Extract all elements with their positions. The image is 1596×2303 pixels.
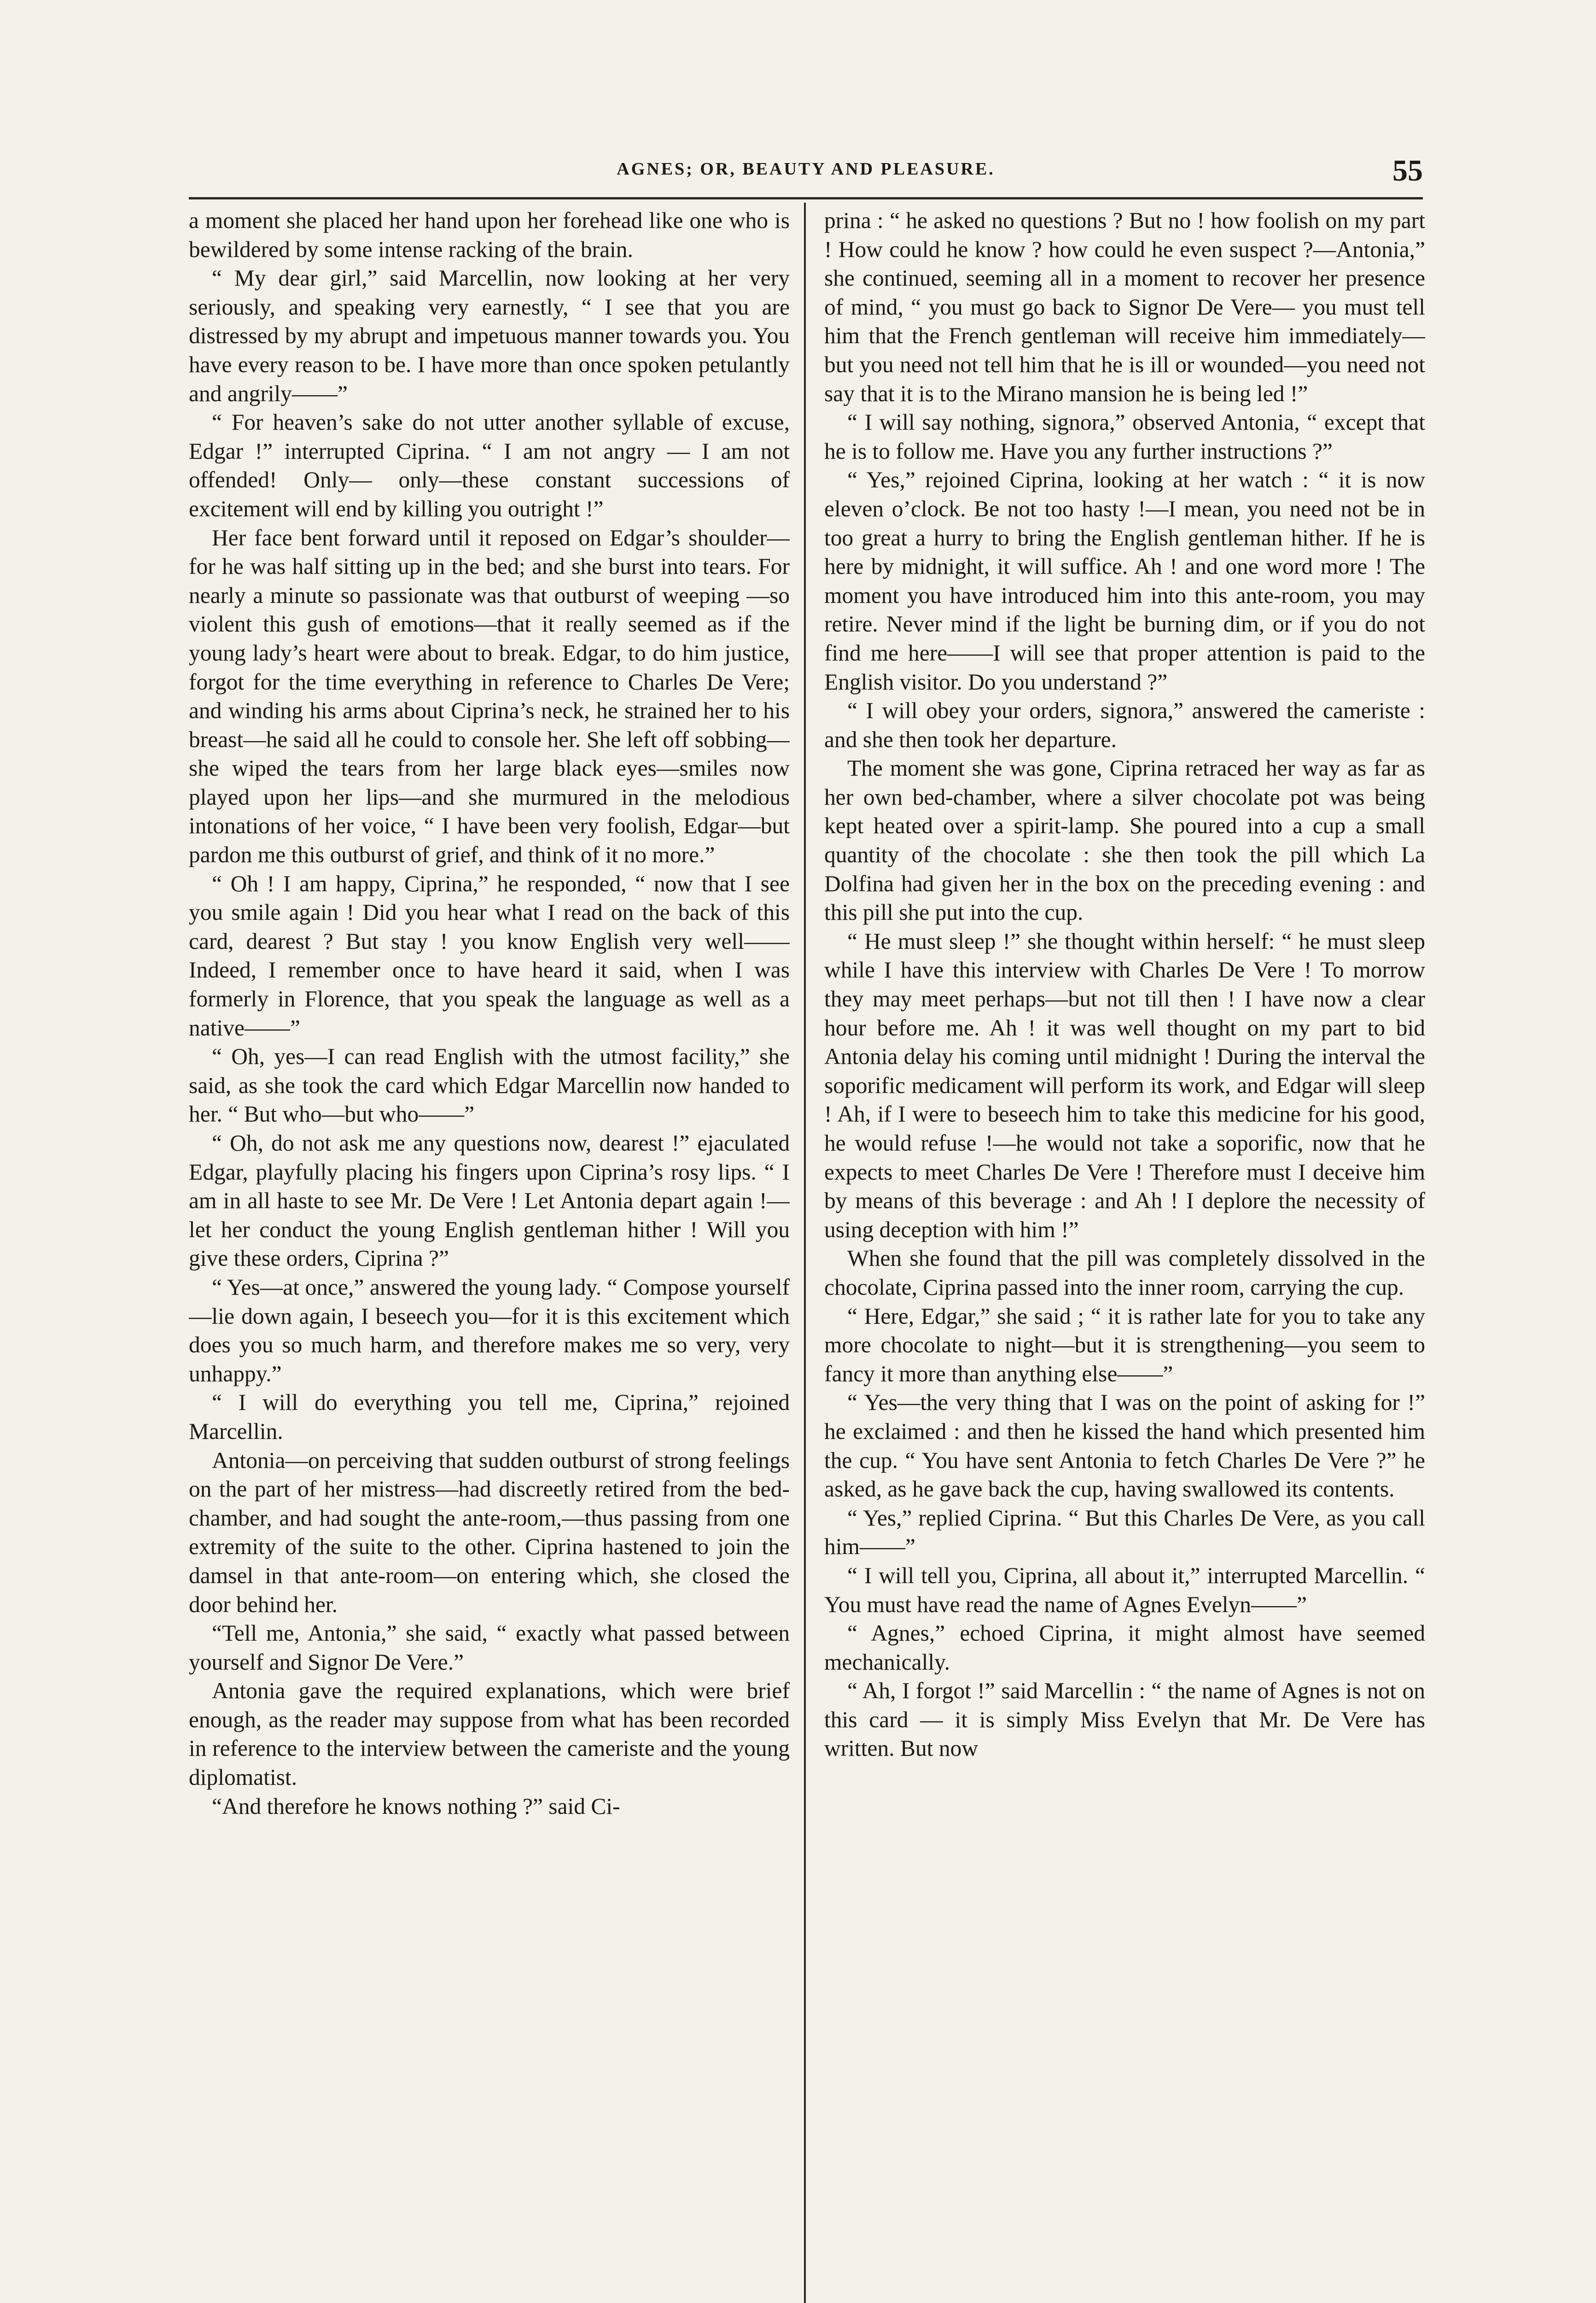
column-divider [804, 203, 806, 2303]
paragraph: “ I will tell you, Ciprina, all about it,” interrupted Marcellin. “ You must have read the name of Agnes Evelyn——” [824, 1562, 1425, 1617]
header-rule [189, 197, 1423, 199]
paragraph: prina : “ he asked no questions ? But no ! how foolish on my part ! How could he know ? how could he even suspect ?—Antonia,” she continued, seeming all in a moment to recover her presence of mind, “ you must go back to Signor De Vere— you must tell him that the French gentleman will receive him immediately—but you need not tell him that he is ill or wounded—you need not say that it is to the Mirano mansion he is being led !” [824, 208, 1425, 406]
paragraph: “ He must sleep !” she thought within herself: “ he must sleep while I have this interview with Charles De Vere ! To morrow they may meet perhaps—but not till then ! I have now a clear hour before me. Ah ! it was well thought on my part to bid Antonia delay his coming until midnight ! During the interval the soporific medicament will perform its work, and Edgar will sleep ! Ah, if I were to beseech him to take this medicine for his good, he would refuse !—he would not take a soporific, now that he expects to meet Charles De Vere ! Therefore must I deceive him by means of this beverage : and Ah ! I deplore the necessity of using deception with him !” [824, 928, 1425, 1242]
paragraph: “And therefore he knows nothing ?” said Ci- [212, 1793, 620, 1819]
paragraph: “ Yes—at once,” answered the young lady. “ Compose yourself—lie down again, I beseech you—for it is this excitement which does you so much harm, and therefore makes me so very, very unhappy.” [189, 1274, 790, 1386]
paragraph: “ Oh, yes—I can read English with the utmost facility,” she said, as she took the card which Edgar Marcellin now handed to her. “ But who—but who——” [189, 1044, 790, 1127]
paragraph: “ Oh ! I am happy, Ciprina,” he responded, “ now that I see you smile again ! Did you hear what I read on the back of this card, dearest ? But stay ! you know English very well——Indeed, I remember once to have heard it said, when I was formerly in Florence, that you speak the language as well as a native——” [189, 871, 790, 1040]
running-title: AGNES; OR, BEAUTY AND PLEASURE. [617, 159, 995, 179]
paragraph: a moment she placed her hand upon her forehead like one who is bewildered by some intense racking of the brain. [189, 208, 790, 262]
paragraph: “ I will say nothing, signora,” observed Antonia, “ except that he is to follow me. Have you any further instructions ?” [824, 409, 1425, 464]
paragraph: Her face bent forward until it reposed on Edgar’s shoulder—for he was half sitting up in the bed; and she burst into tears. For nearly a minute so passionate was that outburst of weeping —so violent this gush of emotions—that it really seemed as if the young lady’s heart were about to break. Edgar, to do him justice, forgot for the time everything in reference to Charles De Vere; and winding his arms about Ciprina’s neck, he strained her to his breast—he said all he could to console her. She left off sobbing—she wiped the tears from her large black eyes—smiles now played upon her lips—and she murmured in the melodious intonations of her voice, “ I have been very foolish, Edgar—but pardon me this outburst of grief, and think of it no more.” [189, 525, 790, 868]
paragraph: “ Agnes,” echoed Ciprina, it might almost have seemed mechanically. [824, 1620, 1425, 1675]
page-header [189, 154, 1423, 191]
page-number: 55 [1392, 154, 1423, 187]
paragraph: “Tell me, Antonia,” she said, “ exactly what passed between yourself and Signor De Vere.” [189, 1620, 790, 1675]
paragraph: “ I will do everything you tell me, Ciprina,” rejoined Marcellin. [189, 1390, 790, 1444]
paragraph: “ For heaven’s sake do not utter another syllable of excuse, Edgar !” interrupted Ciprina. “ I am not angry — I am not offended! Only— only—these constant successions of excitement will end by killing you outright !” [189, 409, 790, 521]
paragraph: “ Yes,” replied Ciprina. “ But this Charles De Vere, as you call him——” [824, 1505, 1425, 1560]
left-column [189, 206, 790, 2303]
paragraph: “ Oh, do not ask me any questions now, dearest !” ejaculated Edgar, playfully placing his fingers upon Ciprina’s rosy lips. “ I am in all haste to see Mr. De Vere ! Let Antonia depart again !—let her conduct the young English gentleman hither ! Will you give these orders, Ciprina ?” [189, 1130, 790, 1271]
right-column [824, 206, 1425, 2303]
paragraph: Antonia gave the required explanations, which were brief enough, as the reader may suppose from what has been recorded in reference to the interview between the cameriste and the young diplomatist. [189, 1678, 790, 1790]
paragraph: “ My dear girl,” said Marcellin, now looking at her very seriously, and speaking very earnestly, “ I see that you are distressed by my abrupt and impetuous manner towards you. You have every reason to be. I have more than once spoken petulantly and angrily——” [189, 265, 790, 406]
paragraph: “ Here, Edgar,” she said ; “ it is rather late for you to take any more chocolate to night—but it is strengthening—you seem to fancy it more than anything else——” [824, 1303, 1425, 1386]
paragraph: “ Ah, I forgot !” said Marcellin : “ the name of Agnes is not on this card — it is simply Miss Evelyn that Mr. De Vere has written. But now [824, 1678, 1425, 1761]
paragraph: “ I will obey your orders, signora,” answered the cameriste : and she then took her departure. [824, 698, 1425, 752]
paragraph: The moment she was gone, Ciprina retraced her way as far as her own bed-chamber, where a silver chocolate pot was being kept heated over a spirit-lamp. She poured into a cup a small quantity of the chocolate : she then took the pill which La Dolfina had given her in the box on the preceding evening : and this pill she put into the cup. [824, 755, 1425, 925]
paragraph: When she found that the pill was completely dissolved in the chocolate, Ciprina passed into the inner room, carrying the cup. [824, 1245, 1425, 1300]
paragraph: “ Yes,” rejoined Ciprina, looking at her watch : “ it is now eleven o’clock. Be not too hasty !—I mean, you need not be in too great a hurry to bring the English gentleman hither. If he is here by midnight, it will suffice. Ah ! and one word more ! The moment you have introduced him into this ante-room, you may retire. Never mind if the light be burning dim, or if you do not find me here——I will see that proper attention is paid to the English visitor. Do you understand ?” [824, 467, 1425, 695]
paragraph: “ Yes—the very thing that I was on the point of asking for !” he exclaimed : and then he kissed the hand which presented him the cup. “ You have sent Antonia to fetch Charles De Vere ?” he asked, as he gave back the cup, having swallowed its contents. [824, 1390, 1425, 1502]
paragraph: Antonia—on perceiving that sudden outburst of strong feelings on the part of her mistress—had discreetly retired from the bed-chamber, and had sought the ante-room,—thus passing from one extremity of the suite to the other. Ciprina hastened to join the damsel in that ante-room—on entering which, she closed the door behind her. [189, 1447, 790, 1617]
